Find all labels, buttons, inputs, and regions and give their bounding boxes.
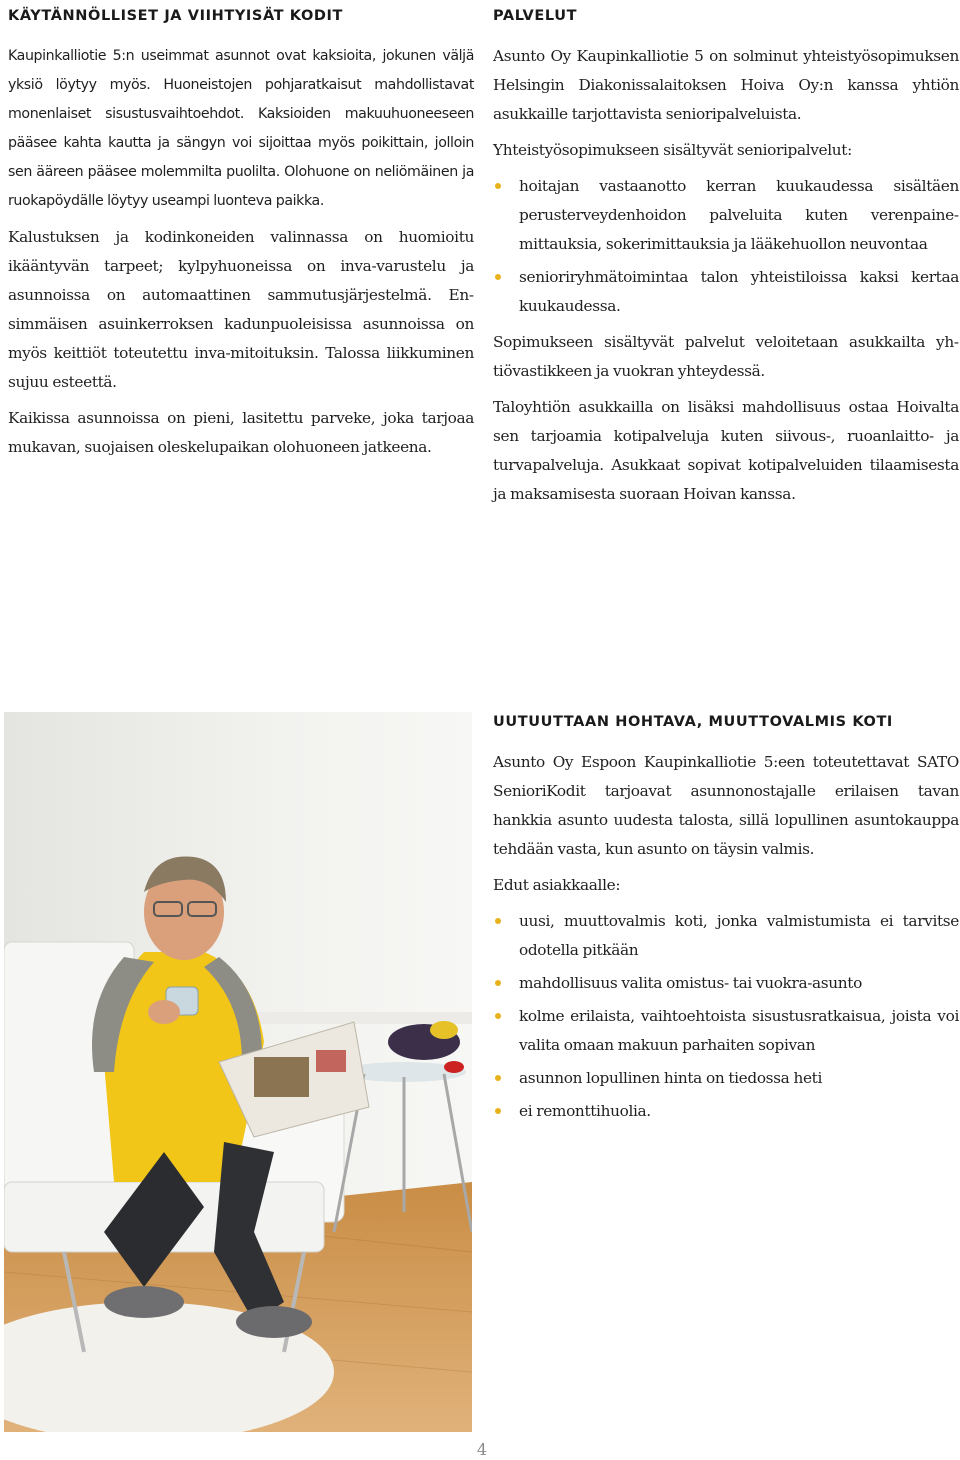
list-item-text: kolme erilaista, vaihtoehtoista sisustusratkaisua, joista voi valita omaan makuun parhaiten sopivan	[519, 1007, 959, 1054]
homes-paragraph-3: Kaikissa asunnoissa on pieni, lasitettu parveke, joka tarjoaa mukavan, suojaisen oleskelupaikan olohuoneen jatkeena.	[8, 409, 474, 456]
bullet-icon	[495, 918, 501, 924]
bullet-icon	[495, 183, 501, 189]
section-heading-homes: KÄYTÄNNÖLLISET JA VIIHTYISÄT KODIT	[8, 8, 344, 24]
benefits-list	[493, 907, 959, 1126]
page-number: 4	[476, 1440, 488, 1459]
list-item-text: hoitajan vastaanotto kerran kuukaudessa sisältäen perusterveydenhoidon palveluita kuten verenpainemittauksia, sokerimittauksia ja lääkehuollon neuvontaa	[519, 177, 959, 253]
services-list	[493, 172, 959, 321]
homes-paragraph-2: Kalustuksen ja kodinkoneiden valinnassa on huomioitu ikääntyvän tarpeet; kylpyhuoneissa on inva-varustelu ja asunnoissa on automaattinen sammutusjärjestelmä. Ensimmäisen asuinkerroksen kadunpuoleisissa asunnoissa on myös keittiöt toteutettu inva-mitoituksin. Talossa liikkuminen sujuu esteettä.	[8, 228, 474, 391]
bullet-icon	[495, 1108, 501, 1114]
section-heading-new-home: UUTUUTTAAN HOHTAVA, MUUTTOVALMIS KOTI	[493, 714, 893, 730]
list-item	[493, 969, 959, 998]
list-item-text: senioriryhmätoimintaa talon yhteistiloissa kaksi kertaa kuukaudessa.	[519, 268, 959, 315]
services-intro: Asunto Oy Kaupinkalliotie 5 on solminut yhteistyösopimuksen Helsingin Diakonissalaitoksen Hoiva Oy:n kanssa yhtiön asukkaille tarjottavista senioripalveluista.	[493, 47, 959, 123]
new-home-intro: Asunto Oy Espoon Kaupinkalliotie 5:een toteutettavat SATO SenioriKodit tarjoavat asunnonostajalle erilaisen tavan hankkia asunto uudesta talosta, sillä lopullinen asuntokauppa tehdään vasta, kun asunto on täysin valmis.	[493, 753, 959, 858]
list-item	[493, 172, 959, 259]
bullet-icon	[495, 1013, 501, 1019]
section-heading-services: PALVELUT	[493, 8, 578, 24]
benefits-intro: Edut asiakkaalle:	[493, 876, 621, 894]
bullet-icon	[495, 274, 501, 280]
list-item	[493, 1002, 959, 1060]
list-item	[493, 1097, 959, 1126]
list-item	[493, 907, 959, 965]
list-item-text: asunnon lopullinen hinta on tiedossa heti	[519, 1069, 823, 1087]
services-list-intro: Yhteistyösopimukseen sisältyvät senioripalvelut:	[493, 141, 852, 159]
list-item-text: mahdollisuus valita omistus- tai vuokra-asunto	[519, 974, 862, 992]
bullet-icon	[495, 1075, 501, 1081]
new-home-section	[493, 712, 959, 1133]
photo-illustration	[4, 712, 472, 1432]
man-reading-newspaper-photo	[4, 712, 472, 1432]
list-item-text: ei remonttihuolia.	[519, 1102, 651, 1120]
right-column-services	[493, 6, 959, 516]
homes-paragraph-1: Kaupinkalliotie 5:n useimmat asunnot ovat kaksioita, jokunen väljä yksiö löytyy myös. Huoneistojen pohjaratkaisut mahdollistavat monenlaiset sisustusvaihtoehdot. Kaksioiden makuuhuoneeseen pääsee kahta kautta ja sängyn voi sijoittaa myös poikittain, jolloin sen ääreen pääsee molemmilta puolilta. Olohuone on neliömäinen ja ruokapöydälle löytyy useampi luonteva paikka.	[8, 48, 474, 209]
services-extra-paragraph: Taloyhtiön asukkailla on lisäksi mahdollisuus ostaa Hoivalta sen tarjoamia kotipalveluja kuten siivous-, ruoanlaitto- ja turvapalveluja. Asukkaat sopivat kotipalveluiden tilaamisesta ja maksamisesta suoraan Hoivan kanssa.	[493, 398, 959, 503]
list-item	[493, 1064, 959, 1093]
left-column	[8, 6, 474, 469]
services-billing-paragraph: Sopimukseen sisältyvät palvelut veloitetaan asukkailta yhtiövastikkeen ja vuokran yhteydessä.	[493, 333, 959, 380]
list-item	[493, 263, 959, 321]
list-item-text: uusi, muuttovalmis koti, jonka valmistumista ei tarvitse odotella pitkään	[519, 912, 959, 959]
bullet-icon	[495, 980, 501, 986]
